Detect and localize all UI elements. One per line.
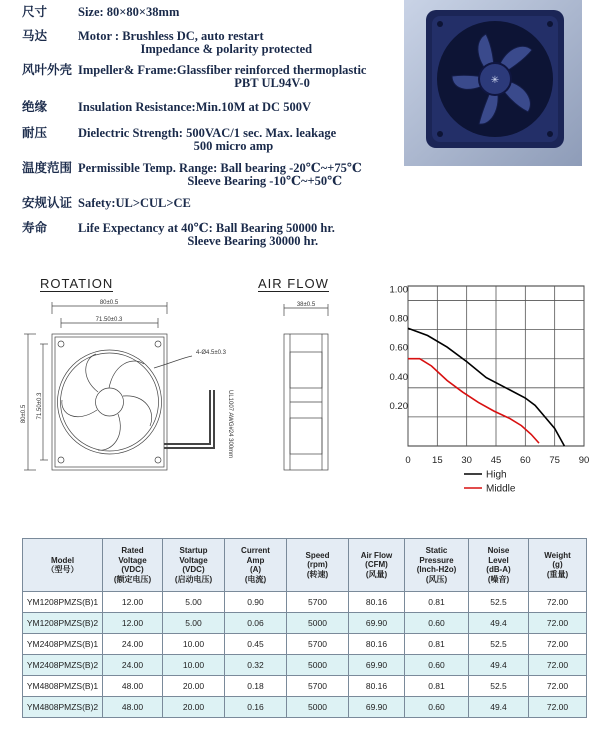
table-cell: 80.16 xyxy=(349,592,405,613)
table-cell: 0.81 xyxy=(405,592,469,613)
column-header-line: Model xyxy=(50,555,75,565)
table-cell: 0.16 xyxy=(225,697,287,718)
column-header xyxy=(349,539,405,592)
y-tick-label: 0.60 xyxy=(389,342,408,354)
table-cell: 72.00 xyxy=(529,676,587,697)
svg-text:✳: ✳ xyxy=(490,75,500,86)
column-header-line: Amp xyxy=(246,555,265,565)
x-tick-label: 15 xyxy=(432,455,443,466)
column-header xyxy=(469,539,529,592)
dim-holes: 4-Ø4.5±0.3 xyxy=(196,350,226,356)
table-cell: 0.60 xyxy=(405,655,469,676)
x-tick-label: 0 xyxy=(405,455,411,466)
dim-hole-spacing: 71.50±0.3 xyxy=(95,317,123,323)
spec-label: 耐压 xyxy=(22,126,48,140)
column-header-line: (电流) xyxy=(244,574,267,584)
model-cell: YM4808PMZS(B)1 xyxy=(23,676,103,697)
column-header xyxy=(225,539,287,592)
dim-depth: 38±0.5 xyxy=(296,302,316,308)
column-header-line: (启动电压) xyxy=(174,574,213,584)
column-header-line: Rated xyxy=(121,546,144,555)
column-header-line: (g) xyxy=(552,560,563,570)
table-cell: 69.90 xyxy=(349,655,405,676)
series-line-1 xyxy=(408,359,539,443)
table-cell: 0.06 xyxy=(225,613,287,634)
column-header xyxy=(103,539,163,592)
chart-ticks xyxy=(390,285,590,466)
spec-line: Permissible Temp. Range: Ball bearing -20℃~+75℃ xyxy=(78,161,362,175)
spec-line: Dielectric Strength: 500VAC/1 sec. Max. leakage xyxy=(78,126,337,140)
spec-value xyxy=(78,127,336,153)
y-tick-label: 0.80 xyxy=(389,313,408,325)
column-header-line: (VDC) xyxy=(182,565,205,574)
table-row xyxy=(23,613,587,634)
table-cell: 5000 xyxy=(287,655,349,676)
column-header xyxy=(163,539,225,592)
model-cell: YM4808PMZS(B)2 xyxy=(23,697,103,718)
table-cell: 52.5 xyxy=(469,676,529,697)
dim-lead-wire: UL1007 AWG#24 300mm xyxy=(227,390,233,459)
table-cell: 80.16 xyxy=(349,634,405,655)
table-cell: 52.5 xyxy=(469,634,529,655)
table-cell: 0.45 xyxy=(225,634,287,655)
table-cell: 49.4 xyxy=(469,697,529,718)
table-cell: 10.00 xyxy=(163,655,225,676)
airflow-title: AIR FLOW xyxy=(258,276,329,291)
spec-value xyxy=(78,64,366,90)
column-header-line: (重量) xyxy=(546,569,569,579)
column-header-line: Startup xyxy=(179,546,208,555)
table-row xyxy=(23,697,587,718)
column-header-line: （型号） xyxy=(46,565,79,574)
table-cell: 0.90 xyxy=(225,592,287,613)
column-header-line: Air Flow xyxy=(360,550,393,560)
legend-label: High xyxy=(486,469,507,481)
column-header-line: Pressure xyxy=(419,555,454,565)
table-cell: 12.00 xyxy=(103,592,163,613)
table-cell: 72.00 xyxy=(529,697,587,718)
model-cell: YM1208PMZS(B)1 xyxy=(23,592,103,613)
table-cell: 0.18 xyxy=(225,676,287,697)
table-cell: 5000 xyxy=(287,613,349,634)
column-header-line: (VDC) xyxy=(121,565,144,574)
column-header xyxy=(405,539,469,592)
column-header-line: (转速) xyxy=(306,569,329,579)
table-cell: 20.00 xyxy=(163,697,225,718)
table-row xyxy=(23,655,587,676)
spec-value xyxy=(78,222,335,248)
column-header-line: (CFM) xyxy=(365,560,388,570)
table-cell: 5700 xyxy=(287,676,349,697)
chart-grid xyxy=(408,286,584,446)
spec-line: 500 micro amp xyxy=(78,139,274,153)
y-tick-label: 1.00 xyxy=(389,284,408,296)
table-cell: 5700 xyxy=(287,634,349,655)
table-cell: 5000 xyxy=(287,697,349,718)
table-cell: 0.81 xyxy=(405,634,469,655)
model-cell: YM2408PMZS(B)2 xyxy=(23,655,103,676)
table-row xyxy=(23,592,587,613)
table-cell: 5.00 xyxy=(163,592,225,613)
table-cell: 72.00 xyxy=(529,634,587,655)
model-cell: YM2408PMZS(B)1 xyxy=(23,634,103,655)
table-cell: 49.4 xyxy=(469,655,529,676)
column-header-line: Voltage xyxy=(179,555,208,565)
column-header xyxy=(287,539,349,592)
column-header-line: Level xyxy=(488,555,509,565)
chart-series xyxy=(408,328,564,446)
table-cell: 69.90 xyxy=(349,613,405,634)
spec-value xyxy=(78,6,179,19)
table-cell: 24.00 xyxy=(103,634,163,655)
dim-width: 80±0.5 xyxy=(99,300,119,306)
spec-label: 绝缘 xyxy=(22,100,48,114)
spec-line: Life Expectancy at 40℃: Ball Bearing 50000 hr. xyxy=(78,221,335,235)
model-spec-table xyxy=(22,538,587,718)
spec-label: 温度范围 xyxy=(22,161,73,175)
front-view-drawing xyxy=(14,294,254,484)
performance-chart xyxy=(378,280,600,502)
chart-legend xyxy=(464,470,516,495)
spec-value xyxy=(78,197,191,210)
table-cell: 72.00 xyxy=(529,655,587,676)
table-row xyxy=(23,634,587,655)
model-cell: YM1208PMZS(B)2 xyxy=(23,613,103,634)
x-tick-label: 30 xyxy=(461,455,472,466)
spec-line: Sleeve Bearing -10℃~+50℃ xyxy=(78,174,343,188)
spec-line: Impeller& Frame:Glassfiber reinforced thermoplastic xyxy=(78,63,367,77)
column-header-line: Speed xyxy=(305,550,330,560)
table-cell: 5700 xyxy=(287,592,349,613)
legend-label: Middle xyxy=(486,483,516,495)
table-cell: 12.00 xyxy=(103,613,163,634)
table-cell: 48.00 xyxy=(103,676,163,697)
dim-height: 80±0.5 xyxy=(21,404,27,424)
rotation-title: ROTATION xyxy=(40,276,114,291)
column-header xyxy=(529,539,587,592)
spec-label: 尺寸 xyxy=(22,5,48,19)
column-header-line: Weight xyxy=(544,550,571,560)
column-header-line: Voltage xyxy=(118,555,147,565)
spec-value xyxy=(78,162,362,188)
table-cell: 80.16 xyxy=(349,676,405,697)
table-header-row xyxy=(23,539,587,592)
column-header-line: (A) xyxy=(249,565,262,574)
column-header-line: (dB-A) xyxy=(486,565,511,574)
spec-line: Sleeve Bearing 30000 hr. xyxy=(78,234,319,248)
fan-photo xyxy=(404,0,582,166)
table-cell: 24.00 xyxy=(103,655,163,676)
column-header xyxy=(23,539,103,592)
table-cell: 0.60 xyxy=(405,697,469,718)
table-cell: 0.60 xyxy=(405,613,469,634)
column-header-line: (额定电压) xyxy=(113,574,152,584)
spec-value xyxy=(78,30,312,56)
table-cell: 0.32 xyxy=(225,655,287,676)
table-cell: 49.4 xyxy=(469,613,529,634)
spec-label: 风叶外壳 xyxy=(22,63,73,77)
table-cell: 5.00 xyxy=(163,613,225,634)
spec-line: Impedance & polarity protected xyxy=(78,42,313,56)
side-view-drawing xyxy=(270,300,340,480)
spec-value xyxy=(78,101,311,114)
spec-line: Motor : Brushless DC, auto restart xyxy=(78,29,264,43)
column-header-line: (风量) xyxy=(365,569,388,579)
spec-line: Safety:UL>CUL>CE xyxy=(78,196,191,210)
table-cell: 20.00 xyxy=(163,676,225,697)
column-header-line: Noise xyxy=(487,546,510,555)
table-cell: 72.00 xyxy=(529,613,587,634)
y-tick-label: 0.40 xyxy=(389,371,408,383)
x-tick-label: 75 xyxy=(549,455,560,466)
column-header-line: (rpm) xyxy=(307,560,328,570)
spec-label: 马达 xyxy=(22,29,48,43)
column-header-line: Current xyxy=(241,546,270,555)
spec-label: 安规认证 xyxy=(22,196,73,210)
y-tick-label: 0.20 xyxy=(389,400,408,412)
spec-line: Size: 80×80×38mm xyxy=(78,5,180,19)
table-row xyxy=(23,676,587,697)
spec-line: PBT UL94V-0 xyxy=(78,76,310,90)
column-header-line: (风压) xyxy=(425,574,448,584)
x-tick-label: 60 xyxy=(520,455,531,466)
column-header-line: Static xyxy=(425,546,448,555)
x-tick-label: 45 xyxy=(490,455,502,466)
column-header-line: (噪音) xyxy=(487,574,510,584)
spec-label: 寿命 xyxy=(22,221,48,235)
spec-line: Insulation Resistance:Min.10M at DC 500V xyxy=(78,100,311,114)
series-line-0 xyxy=(408,328,564,446)
x-tick-label: 90 xyxy=(578,455,590,466)
dim-hole-spacing-v: 71.50±0.3 xyxy=(37,392,43,420)
table-cell: 0.81 xyxy=(405,676,469,697)
table-cell: 48.00 xyxy=(103,697,163,718)
table-cell: 10.00 xyxy=(163,634,225,655)
table-cell: 72.00 xyxy=(529,592,587,613)
table-cell: 52.5 xyxy=(469,592,529,613)
column-header-line: (Inch-H2o) xyxy=(416,565,457,574)
table-cell: 69.90 xyxy=(349,697,405,718)
